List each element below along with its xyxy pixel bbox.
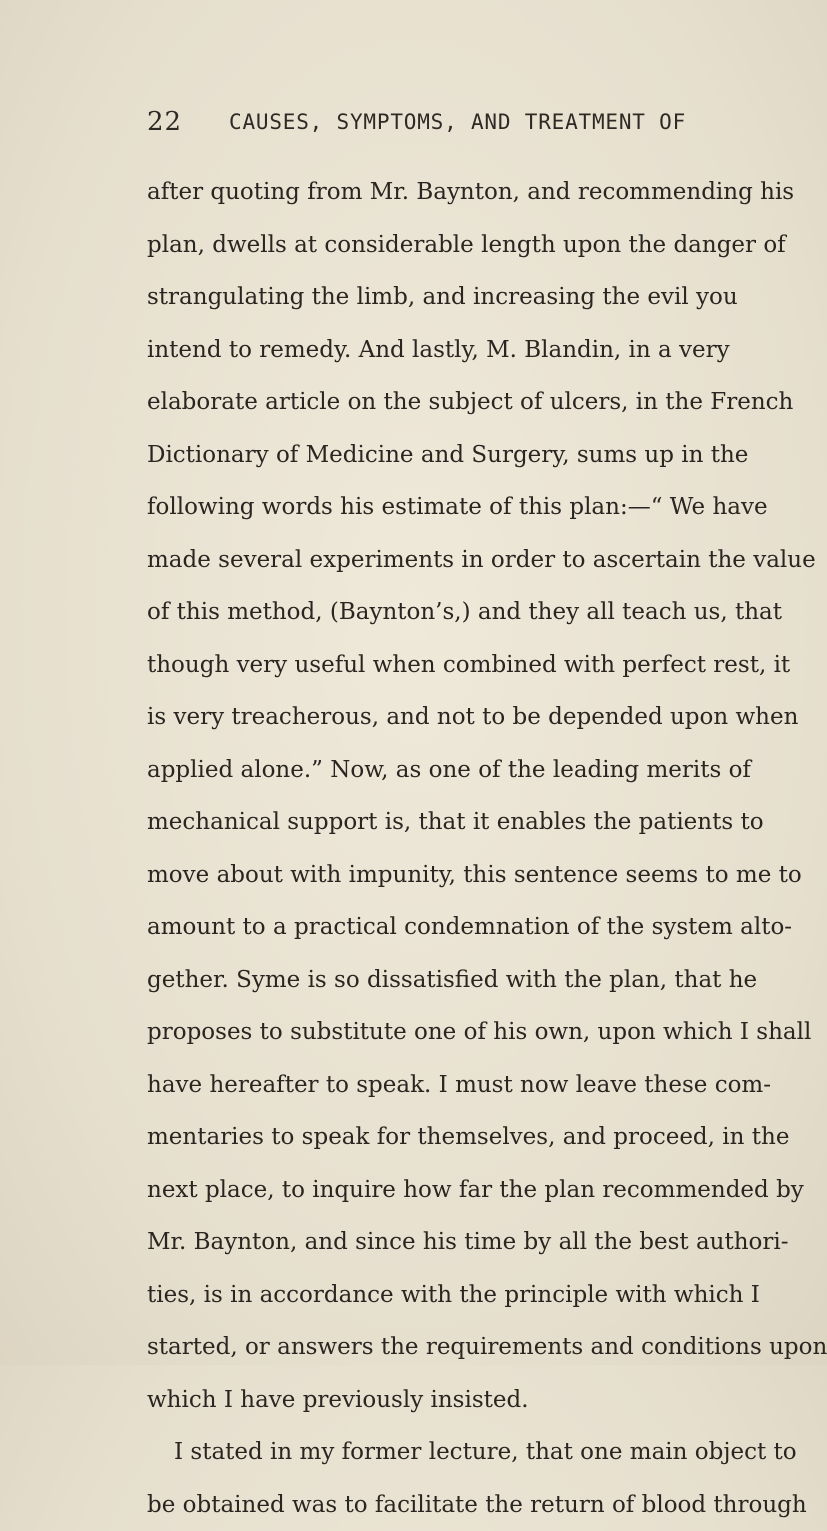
text-line: gether. Syme is so dissatisfied with the plan, that he xyxy=(147,954,707,1007)
text-line: amount to a practical condemnation of the system alto- xyxy=(147,901,707,954)
text-line: strangulating the limb, and increasing the evil you xyxy=(147,271,707,324)
body-text xyxy=(147,166,707,1531)
text-line: proposes to substitute one of his own, upon which I shall xyxy=(147,1006,707,1059)
text-line: Dictionary of Medicine and Surgery, sums up in the xyxy=(147,429,707,482)
text-line: ties, is in accordance with the principle with which I xyxy=(147,1269,707,1322)
page-number: 22 xyxy=(147,107,182,137)
text-line: though very useful when combined with perfect rest, it xyxy=(147,639,707,692)
running-head xyxy=(147,107,707,147)
text-line: following words his estimate of this plan:—“ We have xyxy=(147,481,707,534)
text-line: is very treacherous, and not to be depended upon when xyxy=(147,691,707,744)
text-line: after quoting from Mr. Baynton, and recommending his xyxy=(147,166,707,219)
text-line: applied alone.” Now, as one of the leading merits of xyxy=(147,744,707,797)
text-line: move about with impunity, this sentence seems to me to xyxy=(147,849,707,902)
running-title: CAUSES, SYMPTOMS, AND TREATMENT OF xyxy=(229,110,686,134)
text-line: intend to remedy. And lastly, M. Blandin, in a very xyxy=(147,324,707,377)
paragraph-first-line: I stated in my former lecture, that one main object to xyxy=(147,1426,707,1479)
paragraph-last-line: which I have previously insisted. xyxy=(147,1374,707,1427)
text-line: elaborate article on the subject of ulcers, in the French xyxy=(147,376,707,429)
text-line: of this method, (Baynton’s,) and they all teach us, that xyxy=(147,586,707,639)
text-line: next place, to inquire how far the plan recommended by xyxy=(147,1164,707,1217)
text-line: made several experiments in order to ascertain the value xyxy=(147,534,707,587)
text-line: started, or answers the requirements and conditions upon xyxy=(147,1321,707,1374)
text-line: mechanical support is, that it enables the patients to xyxy=(147,796,707,849)
text-line: have hereafter to speak. I must now leave these com- xyxy=(147,1059,707,1112)
text-line: Mr. Baynton, and since his time by all the best authori- xyxy=(147,1216,707,1269)
text-line: be obtained was to facilitate the return of blood through xyxy=(147,1479,707,1531)
text-line: mentaries to speak for themselves, and proceed, in the xyxy=(147,1111,707,1164)
text-line: plan, dwells at considerable length upon the danger of xyxy=(147,219,707,272)
